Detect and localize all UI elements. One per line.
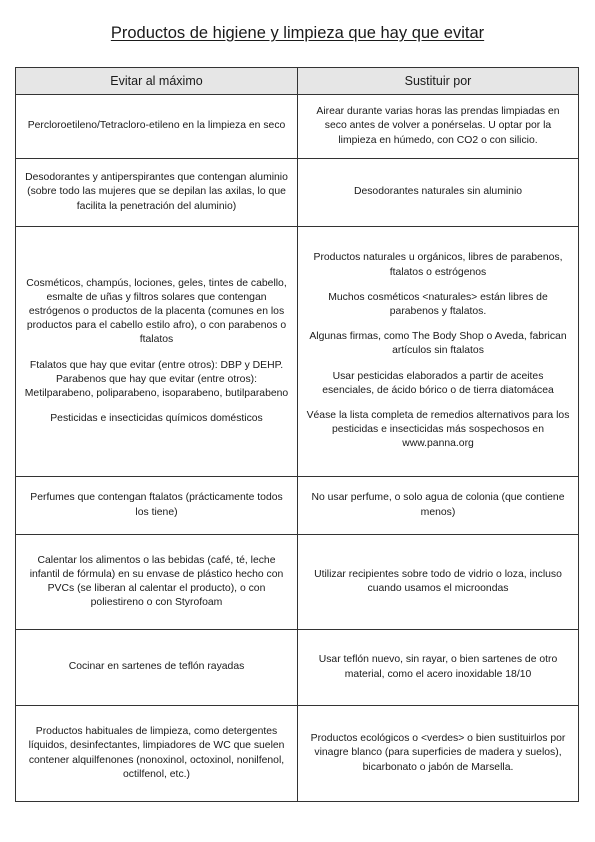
header-substitute: Sustituir por	[298, 68, 579, 95]
cell-text: Véase la lista completa de remedios alternativos para los pesticidas e insecticidas más sospechosos en www.panna.org	[306, 410, 570, 450]
cell-text: Parabenos que hay que evitar (entre otros): Metilparabeno, poliparabeno, isoparabeno, butilparabeno	[24, 373, 289, 399]
table-row	[16, 706, 579, 802]
cell-text: Usar pesticidas elaborados a partir de aceites esenciales, de ácido bórico o de tierra diatomácea	[322, 370, 554, 396]
cell-text: Productos ecológicos o <verdes> o bien sustituirlos por vinagre blanco (para superficies de madera y suelos), bicarbonato o jabón de Marsella.	[310, 733, 566, 773]
header-avoid: Evitar al máximo	[16, 68, 298, 95]
avoid-cell	[16, 630, 298, 706]
avoid-cell	[16, 227, 298, 477]
cell-text: Utilizar recipientes sobre todo de vidrio o loza, incluso cuando usamos el microondas	[314, 568, 562, 594]
substitute-cell	[298, 630, 579, 706]
comparison-table	[15, 67, 579, 802]
table-row	[16, 535, 579, 630]
cell-text: Algunas firmas, como The Body Shop o Aveda, fabrican artículos sin ftalatos	[309, 331, 567, 357]
avoid-cell	[16, 95, 298, 159]
avoid-cell	[16, 477, 298, 535]
table-row	[16, 630, 579, 706]
avoid-cell	[16, 706, 298, 802]
substitute-cell	[298, 477, 579, 535]
substitute-cell	[298, 95, 579, 159]
cell-text: No usar perfume, o solo agua de colonia (que contiene menos)	[311, 492, 565, 518]
table-row	[16, 95, 579, 159]
cell-text: Muchos cosméticos <naturales> están libres de parabenos y ftalatos.	[328, 291, 548, 317]
cell-text: Airear durante varias horas las prendas limpiadas en seco antes de volver a ponérselas. U optar por la limpieza en húmedo, con CO2 o con silicio.	[316, 106, 560, 146]
table-header-row	[16, 68, 579, 95]
page-title: Productos de higiene y limpieza que hay que evitar	[110, 24, 485, 42]
cell-text: Calentar los alimentos o las bebidas (café, té, leche infantil de fórmula) en su envase de plástico hecho con PVCs (se liberan al calentar el producto), o con poliestireno o con Styrofoam	[29, 554, 284, 609]
substitute-cell	[298, 535, 579, 630]
substitute-cell	[298, 159, 579, 227]
table-row	[16, 227, 579, 477]
cell-text: Usar teflón nuevo, sin rayar, o bien sartenes de otro material, como el acero inoxidable 18/10	[318, 654, 558, 680]
cell-text: Cocinar en sartenes de teflón rayadas	[68, 661, 245, 673]
table-row	[16, 477, 579, 535]
cell-text: Productos habituales de limpieza, como detergentes líquidos, desinfectantes, limpiadores de WC que suelen contener alquilfenones (nonoxinol, octoxinol, nonilfenol, octilfenol, etc.)	[28, 726, 285, 780]
cell-text: Ftalatos que hay que evitar (entre otros): DBP y DEHP.	[29, 359, 284, 371]
cell-text: Desodorantes naturales sin aluminio	[353, 186, 523, 198]
substitute-cell	[298, 706, 579, 802]
avoid-cell	[16, 159, 298, 227]
cell-text: Cosméticos, champús, lociones, geles, tintes de cabello, esmalte de uñas y filtros solares que contengan estrógenos o productos de la placenta (comunes en los productos para el cabello estilo afro), o con parabenos o ftalatos	[26, 277, 287, 346]
cell-text: Productos naturales u orgánicos, libres de parabenos, ftalatos o estrógenos	[313, 252, 563, 278]
avoid-cell	[16, 535, 298, 630]
cell-text: Pesticidas e insecticidas químicos domésticos	[50, 413, 263, 425]
table-row	[16, 159, 579, 227]
cell-text: Perfumes que contengan ftalatos (prácticamente todos los tiene)	[30, 492, 283, 518]
cell-text: Percloroetileno/Tetracloro-etileno en la limpieza en seco	[27, 120, 286, 132]
cell-text: Desodorantes y antiperspirantes que contengan aluminio (sobre todo las mujeres que se depilan las axilas, lo que facilita la penetración del aluminio)	[25, 172, 288, 212]
substitute-cell	[298, 227, 579, 477]
